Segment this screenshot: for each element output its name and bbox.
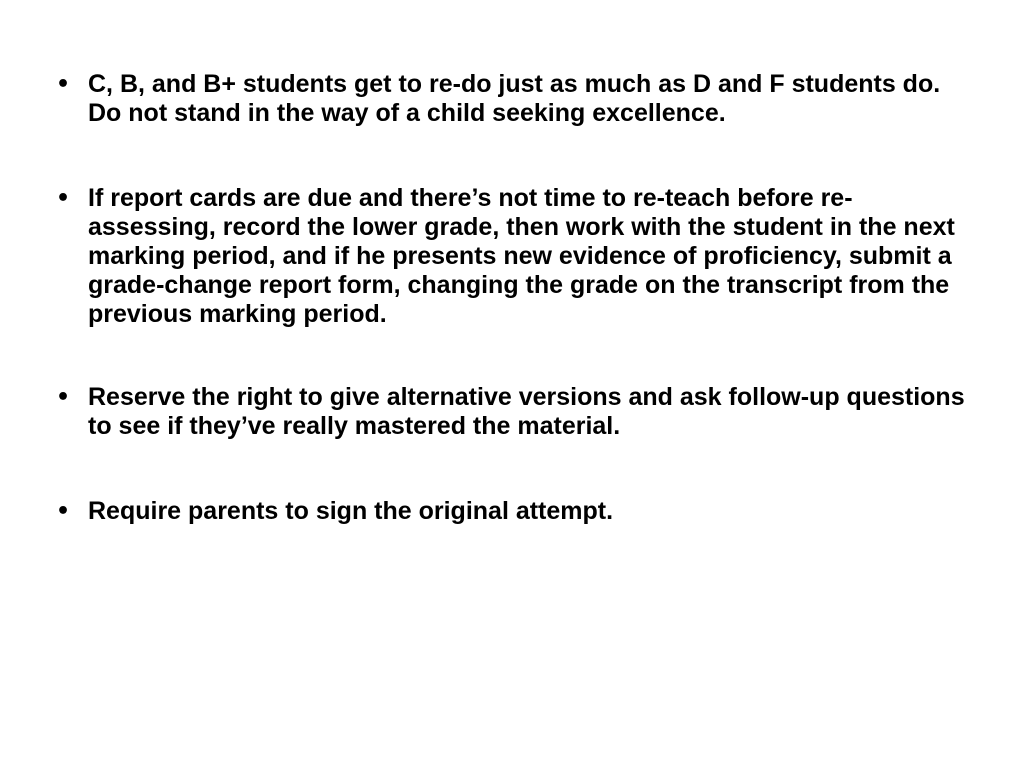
bullet-item-redo-policy	[56, 70, 976, 128]
bullet-text: C, B, and B+ students get to re-do just as much as D and F students do. Do not stand in the way of a child seeking excellence.	[88, 70, 941, 127]
bullet-text: Require parents to sign the original attempt.	[88, 497, 614, 525]
bullet-item-parent-signature	[56, 497, 976, 526]
bullet-dot-icon: •	[56, 385, 71, 410]
bullet-dot-icon: •	[56, 499, 71, 524]
bullet-dot-icon: •	[56, 72, 71, 97]
bullet-list	[56, 70, 976, 582]
bullet-text: Reserve the right to give alternative versions and ask follow-up questions to see if they’ve really mastered the material.	[88, 383, 965, 440]
bullet-text: If report cards are due and there’s not time to re-teach before re-assessing, record the lower grade, then work with the student in the next marking period, and if he presents new evidence of proficiency, submit a grade-change report form, changing the grade on the transcript from the previous marking period.	[88, 184, 955, 328]
bullet-item-alternative-versions	[56, 383, 976, 441]
bullet-dot-icon: •	[56, 186, 71, 211]
bullet-item-report-cards	[56, 184, 976, 329]
